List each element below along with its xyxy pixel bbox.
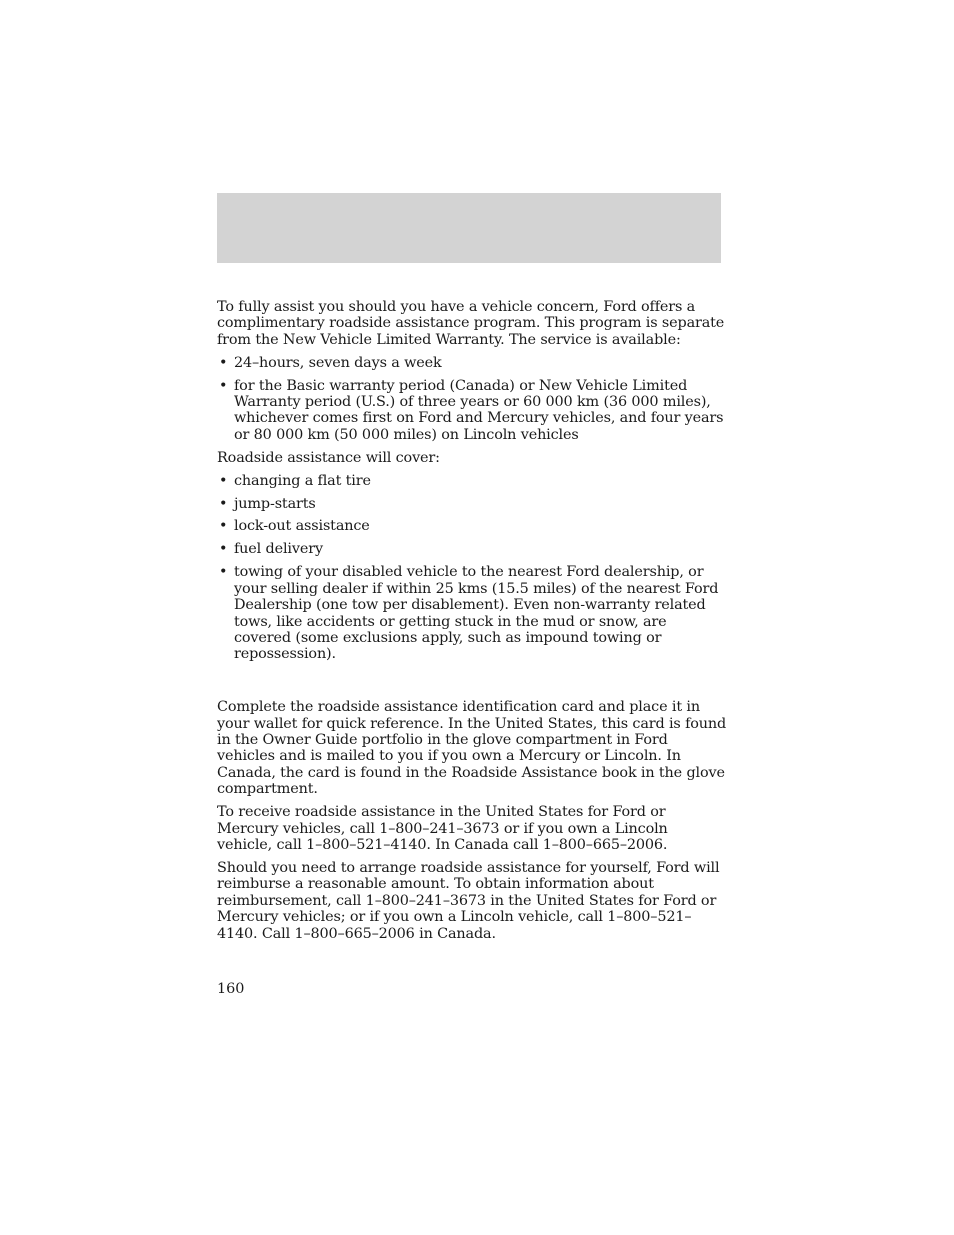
bullet-icon: • [219, 495, 228, 512]
bullet-icon: • [219, 564, 228, 581]
list-item-text: towing of your disabled vehicle to the nearest Ford dealership, or your selling dealer if within 25 kms (15.5 miles) of the nearest Ford Dealership (one tow per disablement). Even non-warranty related tows, like accidents or getting stuck in the mud or snow, are covered (some exclusions apply, such as impound towing or repossession). [234, 564, 719, 663]
list-item-text: changing a flat tire [234, 472, 371, 489]
list-item-text: fuel delivery [234, 541, 323, 558]
page-content [217, 299, 727, 948]
list-item [217, 564, 727, 662]
list-item-text: for the Basic warranty period (Canada) or New Vehicle Limited Warranty period (U.S.) of three years or 60 000 km (36 000 miles), whichever comes first on Ford and Mercury vehicles, and four years or 80 000 km (50 000 miles) on Lincoln vehicles [234, 377, 724, 443]
coverage-list [217, 473, 727, 663]
page-number: 160 [217, 981, 245, 997]
card-paragraph: Complete the roadside assistance identification card and place it in your wallet for quick reference. In the United States, this card is found in the Owner Guide portfolio in the glove compartment in Ford vehicles and is mailed to you if you own a Mercury or Lincoln. In Canada, the card is found in the Roadside Assistance book in the glove compartment. [217, 699, 727, 798]
list-item [217, 378, 727, 444]
intro-paragraph: To fully assist you should you have a vehicle concern, Ford offers a complimentary roadside assistance program. This program is separate from the New Vehicle Limited Warranty. The service is available: [217, 299, 725, 348]
list-item-text: lock-out assistance [234, 518, 370, 535]
availability-list [217, 355, 727, 444]
list-item [217, 496, 727, 512]
list-item [217, 355, 727, 371]
list-item [217, 541, 727, 557]
call-paragraph: To receive roadside assistance in the United States for Ford or Mercury vehicles, call 1–800–241–3673 or if you own a Lincoln vehicle, call 1–800–521–4140. In Canada call 1–800–665–2006. [217, 804, 668, 853]
coverage-intro: Roadside assistance will cover: [217, 449, 440, 466]
bullet-icon: • [219, 377, 228, 394]
list-item-text: 24–hours, seven days a week [234, 354, 442, 371]
bullet-icon: • [219, 472, 228, 489]
bullet-icon: • [219, 518, 228, 535]
bullet-icon: • [219, 354, 228, 371]
section-spacer [217, 669, 727, 699]
list-item [217, 473, 727, 489]
header-band [217, 193, 721, 263]
list-item [217, 518, 727, 534]
reimburse-paragraph: Should you need to arrange roadside assistance for yourself, Ford will reimburse a reasonable amount. To obtain information about reimbursement, call 1–800–241–3673 in the United States for Ford or Mercury vehicles; or if you own a Lincoln vehicle, call 1–800–521–4140. Call 1–800–665–2006 in Canada. [217, 859, 720, 942]
bullet-icon: • [219, 541, 228, 558]
list-item-text: jump-starts [234, 495, 316, 512]
